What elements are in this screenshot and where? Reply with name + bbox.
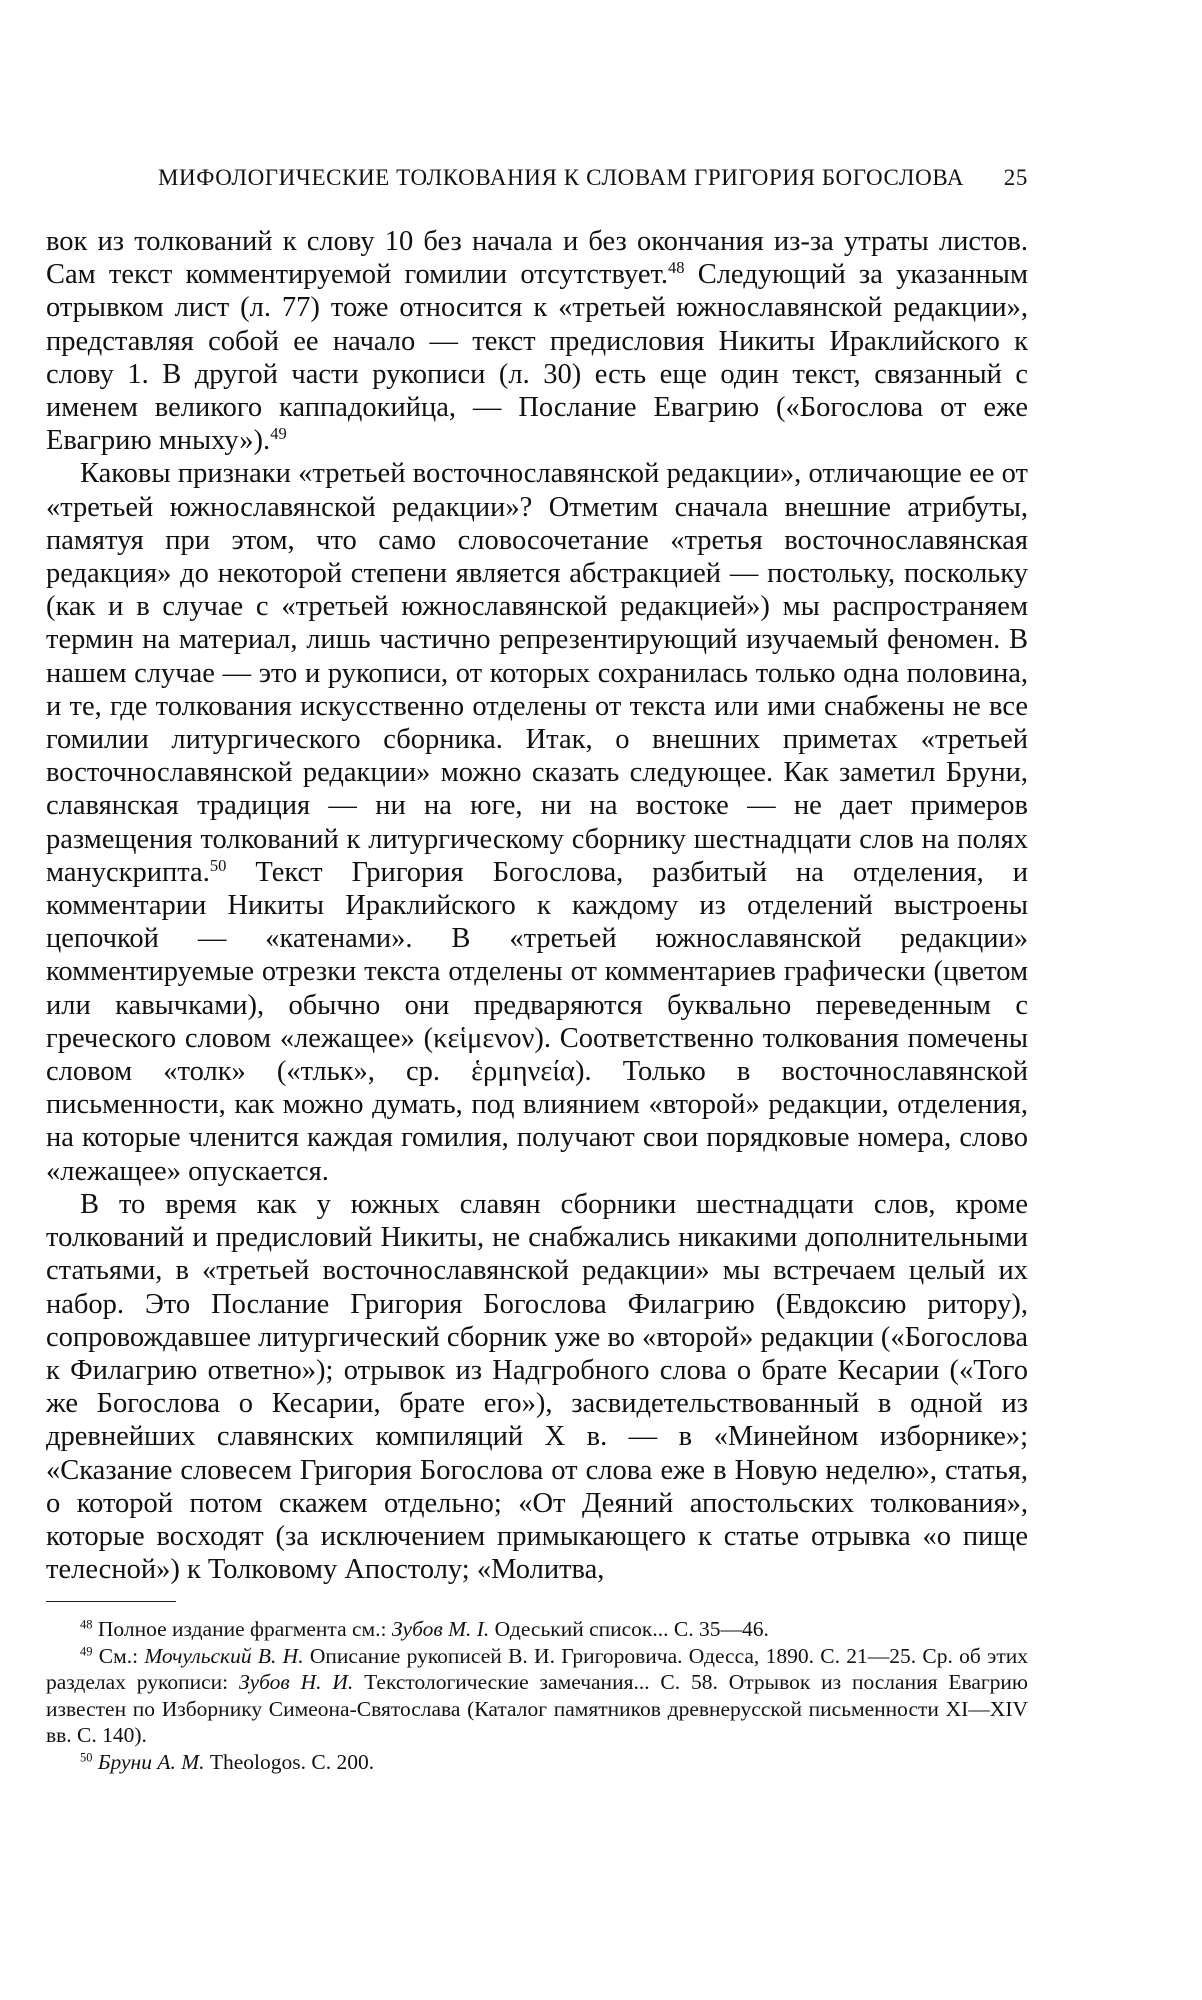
footnote-48 [46, 1616, 1028, 1643]
footnote-49 [46, 1643, 1028, 1749]
text-run: Theologos. С. 200. [204, 1749, 375, 1774]
author-name: Зубов Н. И. [238, 1670, 354, 1694]
paragraph [46, 457, 1028, 1187]
text-run: Полное издание фрагмента см.: [92, 1617, 392, 1641]
footnote-50 [46, 1749, 1028, 1776]
text-run: Одеський список... С. 35—46. [489, 1617, 769, 1641]
text-run: В то время как у южных славян сборники шестнадцати слов, кроме толкований и предисловий Никиты, не снабжались никакими дополнительными статьями, в «третьей восточнославянской редакции» мы встречаем целый их набор. Это Послание Григория Богослова Филагрию (Евдоксию ритору), сопровождавшее литургический сборник уже во «второй» редакции («Богослова к Филагрию ответно»); отрывок из Надгробного слова о брате Кесарии («Того же Богослова о Кесарии, брате его»), засвидетельствованный в одной из древнейших славянских компиляций X в. — в «Минейном изборнике»; «Сказание словесем Григория Богослова от слова еже в Новую неделю», статья, о которой потом скажем отдельно; «От Деяний апостольских толкования», которые восходят (за исключением примыкающего к статье отрывка «о пище телесной») к Толковому Апостолу; «Молитва, [46, 1188, 1029, 1586]
running-header [158, 165, 1028, 201]
footnote-ref: 50 [209, 855, 227, 875]
footnote-ref: 50 [80, 1750, 93, 1765]
footnote-ref: 48 [80, 1617, 93, 1632]
author-name: Зубов М. І. [391, 1617, 490, 1641]
running-title: МИФОЛОГИЧЕСКИЕ ТОЛКОВАНИЯ К СЛОВАМ ГРИГОРИЯ БОГОСЛОВА [158, 165, 965, 190]
text-run: Описание рукописей В. И. Григоровича. Одесса, 1890. С. 21—25. Ср. об этих разделах рукописи: [46, 1643, 1028, 1694]
text-run: Текст Григория Богослова, разбитый на отделения, и комментарии Никиты Ираклийского к каждому из отделений выстроены цепочкой — «катенами». В «третьей южнославянской редакции» комментируемые отрезки текста отделены от комментариев графически (цветом или кавычками), обычно они предваряются буквально переведенным с греческого словом «лежащее» (κεἱμενον). Соответственно толкования помечены словом «толк» («тльк», ср. ἑρμηνεία). Только в восточнославянской письменности, как можно думать, под влиянием «второй» редакции, отделения, на которые членится каждая гомилия, получают свои порядковые номера, слово «лежащее» опускается. [46, 856, 1028, 1187]
text-run: вок из толкований к слову 10 без начала и без окончания из-за утраты листов. Сам текст комментируемой гомилии отсутствует. [46, 226, 1028, 291]
footnote-ref: 49 [270, 424, 287, 444]
main-text [46, 225, 1028, 1586]
text-run: См.: [92, 1643, 145, 1668]
paragraph [46, 225, 1028, 457]
text-run: Текстологические замечания... С. 58. Отрывок из послания Евагрию известен по Изборнику Симеона-Святослава (Каталог памятников древнерусской письменности XI—XIV вв. С. 140). [46, 1670, 1028, 1747]
page-number: 25 [1003, 165, 1028, 190]
footnote-ref: 48 [667, 258, 685, 278]
author-name: Мочульский В. Н. [144, 1643, 304, 1668]
author-name: Бруни А. М. [97, 1749, 205, 1774]
text-run: Следующий за указанным отрывком лист (л. 77) тоже относится к «третьей южнославянской редакции», представляя собой ее начало — текст предисловия Никиты Ираклийского к слову 1. В другой части рукописи (л. 30) есть еще один текст, связанный с именем великого каппадокийца, — Послание Евагрию («Богослова от еже Евагрию мныху»). [46, 259, 1028, 457]
footnote-ref: 49 [80, 1644, 93, 1659]
footnotes [46, 1616, 1028, 1775]
paragraph [46, 1188, 1028, 1586]
footnote-separator [46, 1601, 176, 1602]
text-run: Каковы признаки «третьей восточнославянской редакции», отличающие ее от «третьей южнославянской редакции»? Отметим сначала внешние атрибуты, памятуя при этом, что само словосочетание «третья восточнославянская редакция» до некоторой степени является абстракцией — постольку, поскольку (как и в случае с «третьей южнославянской редакцией») мы распространяем термин на материал, лишь частично репрезентирующий изучаемый феномен. В нашем случае — это и рукописи, от которых сохранилась только одна половина, и те, где толкования искусственно отделены от текста или ими снабжены не все гомилии литургического сборника. Итак, о внешних приметах «третьей восточнославянской редакции» можно сказать следующее. Как заметил Бруни, славянская традиция — ни на юге, ни на востоке — не дает примеров размещения толкований к литургическому сборнику шестнадцати слов на полях манускрипта. [46, 458, 1028, 888]
